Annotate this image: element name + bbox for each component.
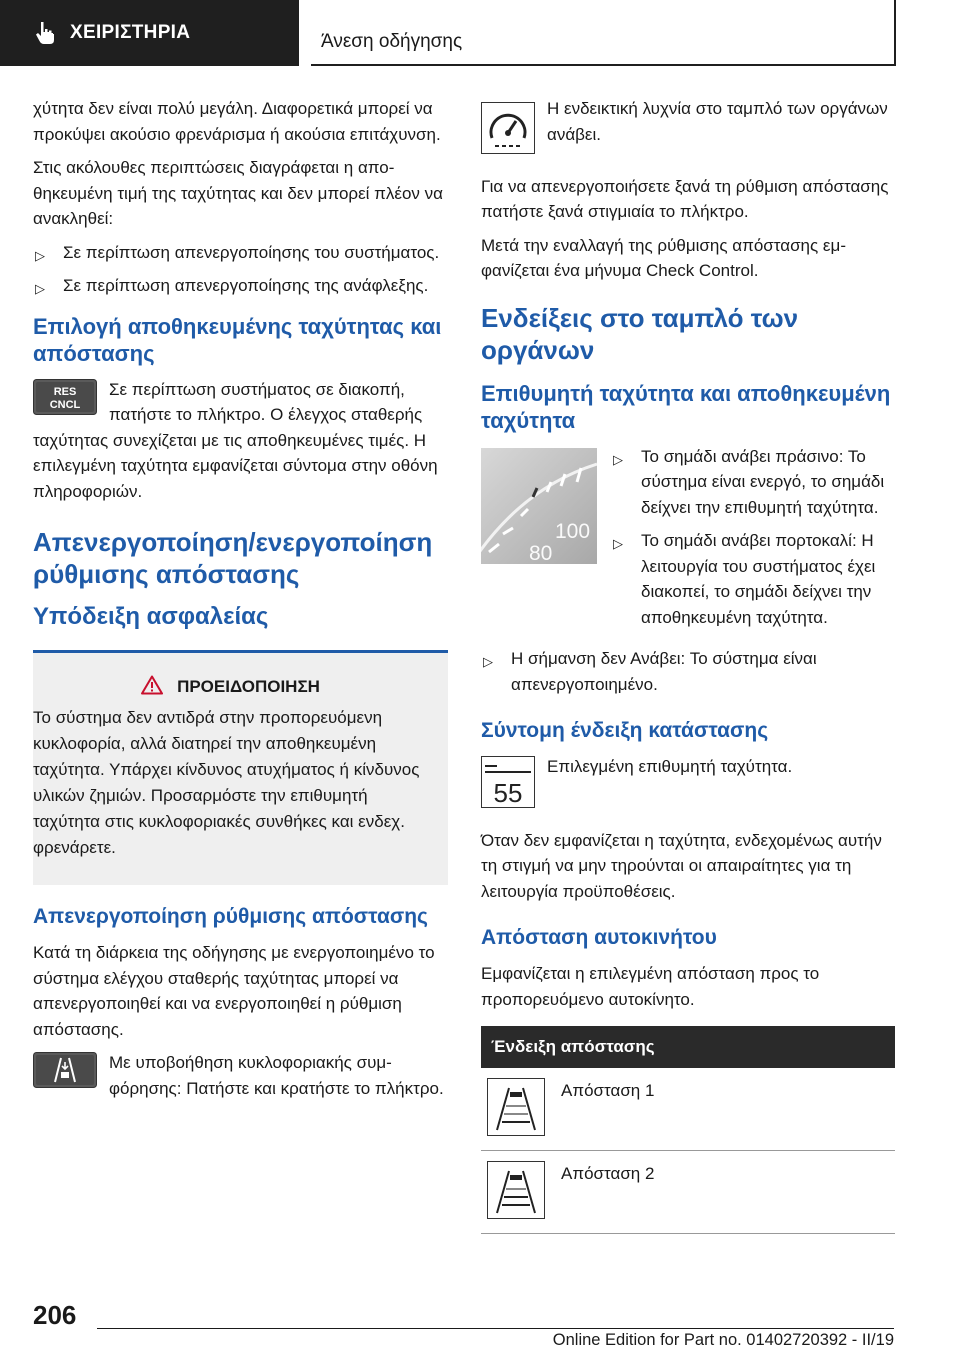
- speed-55-indicator-icon: [481, 756, 535, 816]
- paragraph: Κατά τη διάρκεια της οδήγησης με ενεργοποιημένο το σύστημα ελέγχου σταθερής ταχύτητας μπορεί να απενεργοποιηθεί και να ενεργοποιηθεί η ρύθμιση απόστασης.: [33, 943, 435, 1039]
- indicator-lamp-block: [481, 96, 895, 166]
- bullet-list: [611, 444, 895, 639]
- chapter-title: Άνεση οδήγησης: [321, 31, 463, 52]
- distance-control-lamp-icon: [481, 102, 535, 162]
- list-item: [611, 444, 895, 521]
- brief-status-block: [481, 754, 895, 820]
- manual-tab: [0, 0, 299, 66]
- footer-rule: [97, 1328, 894, 1329]
- list-item-text: Το σημάδι ανάβει πορτοκαλί: Η λειτουργία του συστήματος έχει διακοπεί, το σημάδι δείχνει την αποθηκευμένη ταχύτητα.: [641, 531, 876, 627]
- list-item: [33, 240, 448, 266]
- hand-pointer-icon: [34, 21, 56, 45]
- table-row: [481, 1068, 895, 1151]
- paragraph: Η ενδεικτική λυχνία στο ταμπλό των οργάνων ανάβει.: [547, 99, 888, 144]
- paragraph: Επιλεγμένη επιθυμητή ταχύτητα.: [547, 757, 793, 776]
- paragraph: Με υποβοήθηση κυκλοφοριακής συμφόρησης: Πατήστε και κρατήστε το πλήκτρο.: [109, 1053, 444, 1098]
- speed-55-label: 55: [493, 778, 523, 808]
- section-heading: Απενεργοποίηση ρύθμισης απόστασης: [33, 905, 428, 928]
- distance-row-label: Απόσταση 2: [561, 1164, 655, 1183]
- manual-label: ΧΕΙΡΙΣΤΗΡΙΑ: [70, 22, 191, 43]
- subsection-heading: Επιθυμητή ταχύτητα και αποθηκευμένη ταχύτητα: [481, 380, 891, 433]
- paragraph: Μετά την εναλλαγή της ρύθμισης απόστασης εμφανίζεται ένα μήνυμα Check Control.: [481, 235, 846, 280]
- traffic-jam-block: [33, 1050, 448, 1101]
- page-number: 206: [33, 1300, 77, 1330]
- paragraph: Σε περίπτωση συστήματος σε διακοπή, πατήστε το πλήκτρο. Ο έλεγχος σταθερής ταχύτητας συνεχίζεται με τις αποθηκευμένες τιμές. Η επιλεγμένη ταχύτητα εμφανίζεται σύντομα στην οθόνη πληροφοριών.: [33, 379, 438, 501]
- res-cncl-block: [33, 377, 448, 505]
- list-item: [611, 528, 895, 630]
- distance-2-icon: [487, 1161, 545, 1219]
- list-item-text: Σε περίπτωση απενεργοποίησης του συστήματος.: [63, 242, 440, 262]
- paragraph: Εμφανίζεται η επιλεγμένη απόσταση προς το προπορευόμενο αυτοκίνητο.: [481, 964, 820, 1009]
- left-column: [33, 96, 448, 1109]
- table-row: [481, 1151, 895, 1234]
- section-heading: Απενεργοποίηση/ενεργοποίηση ρύθμισης απόστασης: [33, 527, 433, 589]
- triangle-bullet-icon: ▷: [613, 536, 623, 551]
- bullet-list: [481, 646, 895, 697]
- warning-title: ΠΡΟΕΙΔΟΠΟΙΗΣΗ: [177, 677, 320, 696]
- speedometer-image: [481, 448, 597, 569]
- distance-row-label: Απόσταση 1: [561, 1081, 655, 1100]
- traffic-jam-assist-button-icon: [33, 1052, 97, 1096]
- triangle-bullet-icon: ▷: [35, 281, 45, 296]
- warning-triangle-icon: [141, 675, 163, 695]
- bullet-list: [33, 240, 448, 299]
- paragraph: Για να απενεργοποιήσετε ξανά τη ρύθμιση απόστασης πατήστε ξανά στιγμιαία το πλήκτρο.: [481, 176, 889, 221]
- triangle-bullet-icon: ▷: [483, 654, 493, 669]
- paragraph: χύτητα δεν είναι πολύ μεγάλη. Διαφορετικά μπορεί να προκύψει ακούσιο φρενάρισμα ή ακούσια επιτάχυνση.: [33, 99, 441, 144]
- list-item-text: Το σημάδι ανάβει πράσινο: Το σύστημα είναι ενεργό, το σημάδι δείχνει την επιθυμητή ταχύτητα.: [641, 446, 885, 517]
- gauge-label-100: 100: [555, 519, 591, 543]
- section-heading: Σύντομη ένδειξη κατάστασης: [481, 719, 769, 742]
- distance-1-icon: [487, 1078, 545, 1136]
- list-item: [33, 273, 448, 299]
- section-heading: Απόσταση αυτοκινήτου: [481, 926, 717, 949]
- right-column: [481, 96, 895, 1234]
- paragraph: Όταν δεν εμφανίζεται η ταχύτητα, ενδεχομένως αυτήν τη στιγμή να μην τηρούνται οι απαιραίτητες για τη λειτουργία προϋποθέσεις.: [481, 830, 882, 901]
- page-header: [0, 0, 960, 66]
- warning-box: [33, 653, 448, 885]
- cncl-label: CNCL: [49, 398, 81, 411]
- edition-note: Online Edition for Part no. 01402720392 - II/19: [552, 1331, 894, 1349]
- paragraph: Στις ακόλουθες περιπτώσεις διαγράφεται η αποθηκευμένη τιμή της ταχύτητας και δεν μπορεί πλέον να ανακληθεί:: [33, 158, 443, 228]
- section-heading: Επιλογή αποθηκευμένης ταχύτητας και απόστασης: [33, 313, 442, 366]
- gauge-block: [481, 444, 895, 647]
- section-heading: Ενδείξεις στο ταμπλό των οργάνων: [481, 302, 799, 365]
- list-item: [481, 646, 895, 697]
- res-label: RES: [53, 385, 77, 398]
- chapter-tab: [311, 0, 896, 66]
- warning-heading: [33, 675, 428, 697]
- res-cncl-button-icon: [33, 379, 97, 423]
- distance-table-header: Ένδειξη απόστασης: [481, 1026, 895, 1068]
- warning-text: Το σύστημα δεν αντιδρά στην προπορευόμενη κυκλοφορία, αλλά διατηρεί την αποθηκευμένη ταχύτητα. Υπάρχει κίνδυνος ατυχήματος ή κίνδυνος υλικών ζημιών. Προσαρμόστε την επιθυμητή ταχύτητα στις κυκλοφοριακές συνθήκες και ενδεχ. φρενάρετε.: [33, 708, 420, 857]
- list-item-text: Η σήμανση δεν Ανάβει: Το σύστημα είναι απενεργοποιημένο.: [511, 649, 817, 694]
- subsection-heading: Υπόδειξη ασφαλείας: [33, 603, 269, 630]
- triangle-bullet-icon: ▷: [613, 451, 623, 467]
- triangle-bullet-icon: ▷: [35, 247, 45, 263]
- gauge-label-80: 80: [529, 541, 553, 564]
- list-item-text: Σε περίπτωση απενεργοποίησης της ανάφλεξης.: [63, 276, 429, 295]
